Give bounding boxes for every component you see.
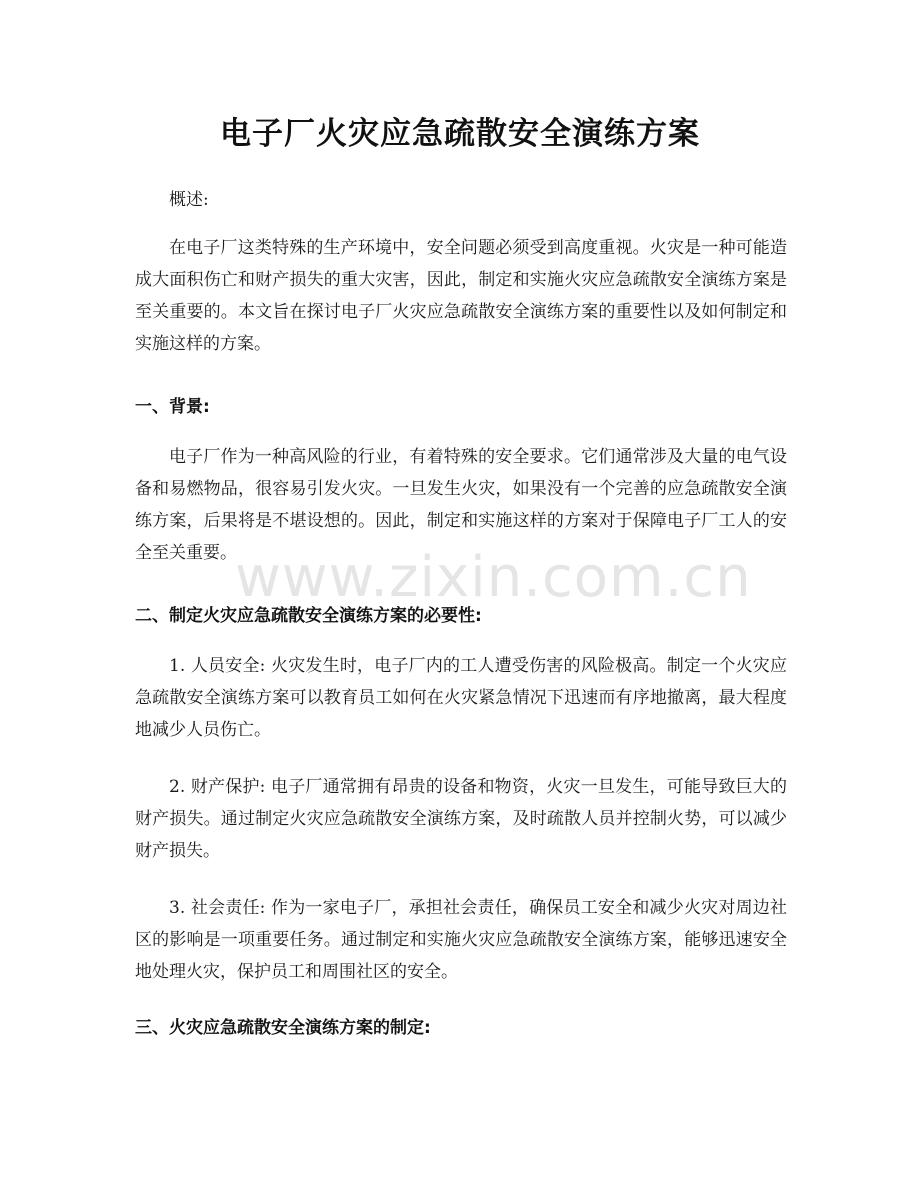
section-heading-background: 一、背景: (135, 397, 210, 417)
overview-label: 概述: (169, 190, 209, 210)
list-item-social-responsibility: 3. 社会责任: 作为一家电子厂，承担社会责任，确保员工安全和减少火灾对周边社区的影响是一项重要任务。通过制定和实施火灾应急疏散安全演练方案，能够迅速安全地处理火灾，保护员工和周围社区的安全。 (135, 898, 787, 982)
list-item-personnel-safety: 1. 人员安全: 火灾发生时，电子厂内的工人遭受伤害的风险极高。制定一个火灾应急疏散安全演练方案可以教育员工如何在火灾紧急情况下迅速而有序地撤离，最大程度地减少人员伤亡。 (135, 656, 787, 740)
document-title: 电子厂火灾应急疏散安全演练方案 (220, 116, 700, 152)
overview-paragraph: 在电子厂这类特殊的生产环境中，安全问题必须受到高度重视。火灾是一种可能造成大面积伤亡和财产损失的重大灾害，因此，制定和实施火灾应急疏散安全演练方案是至关重要的。本文旨在探讨电子厂火灾应急疏散安全演练方案的重要性以及如何制定和实施这样的方案。 (135, 238, 787, 354)
section-heading-formulation: 三、火灾应急疏散安全演练方案的制定: (135, 1018, 431, 1038)
section-heading-necessity: 二、制定火灾应急疏散安全演练方案的必要性: (135, 606, 482, 626)
background-paragraph: 电子厂作为一种高风险的行业，有着特殊的安全要求。它们通常涉及大量的电气设备和易燃物品，很容易引发火灾。一旦发生火灾，如果没有一个完善的应急疏散安全演练方案，后果将是不堪设想的。因此，制定和实施这样的方案对于保障电子厂工人的安全至关重要。 (135, 447, 787, 563)
list-item-property-protection: 2. 财产保护: 电子厂通常拥有昂贵的设备和物资，火灾一旦发生，可能导致巨大的财产损失。通过制定火灾应急疏散安全演练方案，及时疏散人员并控制火势，可以减少财产损失。 (135, 777, 787, 861)
watermark: www.zixin.com.cn (235, 545, 752, 610)
